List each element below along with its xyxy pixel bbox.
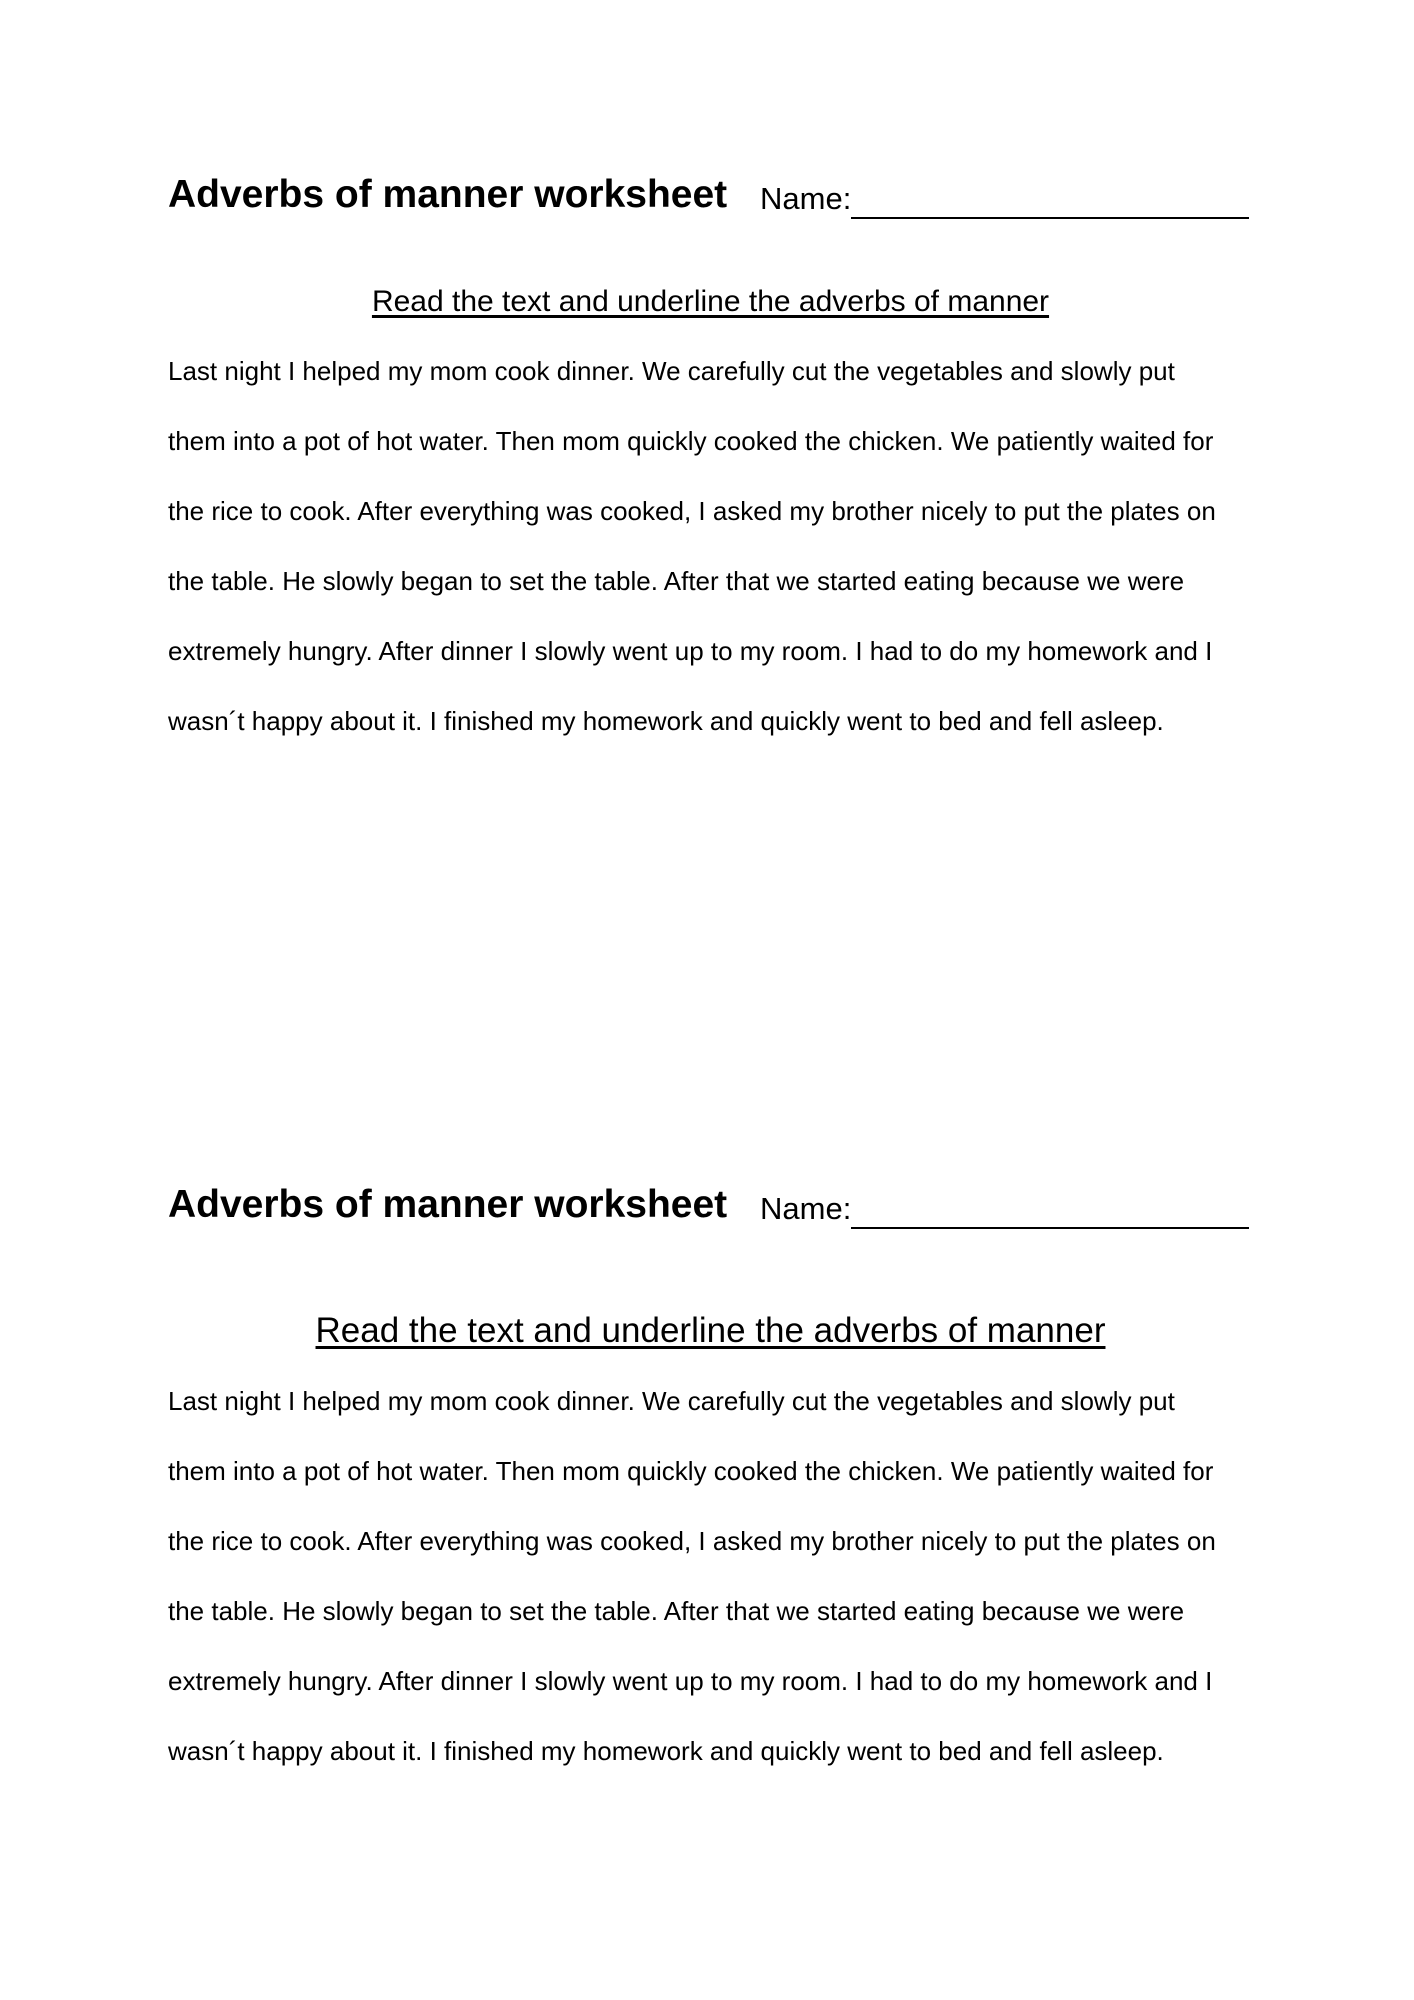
reading-passage <box>168 1381 1253 1801</box>
worksheet-2 <box>168 1175 1253 1801</box>
worksheet-header <box>168 1175 1253 1239</box>
worksheet-title: Adverbs of manner worksheet <box>168 1183 728 1226</box>
name-blank-line[interactable] <box>851 1227 1249 1229</box>
passage-line: Last night I helped my mom cook dinner. We carefully cut the vegetables and slowly put <box>168 1386 1175 1416</box>
name-label: Name: <box>760 1191 852 1226</box>
instruction-heading: Read the text and underline the adverbs of manner <box>371 285 1050 318</box>
passage-line: the rice to cook. After everything was cooked, I asked my brother nicely to put the plates on <box>168 496 1216 526</box>
passage-line: the table. He slowly began to set the table. After that we started eating because we were <box>168 566 1185 596</box>
passage-line: them into a pot of hot water. Then mom quickly cooked the chicken. We patiently waited for <box>168 1456 1214 1486</box>
name-blank-line[interactable] <box>851 217 1249 219</box>
worksheet-header <box>168 165 1253 229</box>
passage-line: Last night I helped my mom cook dinner. We carefully cut the vegetables and slowly put <box>168 356 1175 386</box>
worksheet-1 <box>168 165 1253 771</box>
instruction-heading: Read the text and underline the adverbs of manner <box>315 1311 1106 1350</box>
passage-line: them into a pot of hot water. Then mom quickly cooked the chicken. We patiently waited for <box>168 426 1214 456</box>
passage-line: extremely hungry. After dinner I slowly went up to my room. I had to do my homework and I <box>168 636 1213 666</box>
passage-line: the table. He slowly began to set the table. After that we started eating because we were <box>168 1596 1185 1626</box>
name-label: Name: <box>760 181 852 216</box>
passage-line: extremely hungry. After dinner I slowly went up to my room. I had to do my homework and I <box>168 1666 1213 1696</box>
passage-line: wasn´t happy about it. I finished my homework and quickly went to bed and fell asleep. <box>168 1736 1164 1766</box>
passage-line: the rice to cook. After everything was cooked, I asked my brother nicely to put the plates on <box>168 1526 1216 1556</box>
passage-line: wasn´t happy about it. I finished my homework and quickly went to bed and fell asleep. <box>168 706 1164 736</box>
worksheet-title: Adverbs of manner worksheet <box>168 173 728 216</box>
reading-passage <box>168 351 1253 771</box>
